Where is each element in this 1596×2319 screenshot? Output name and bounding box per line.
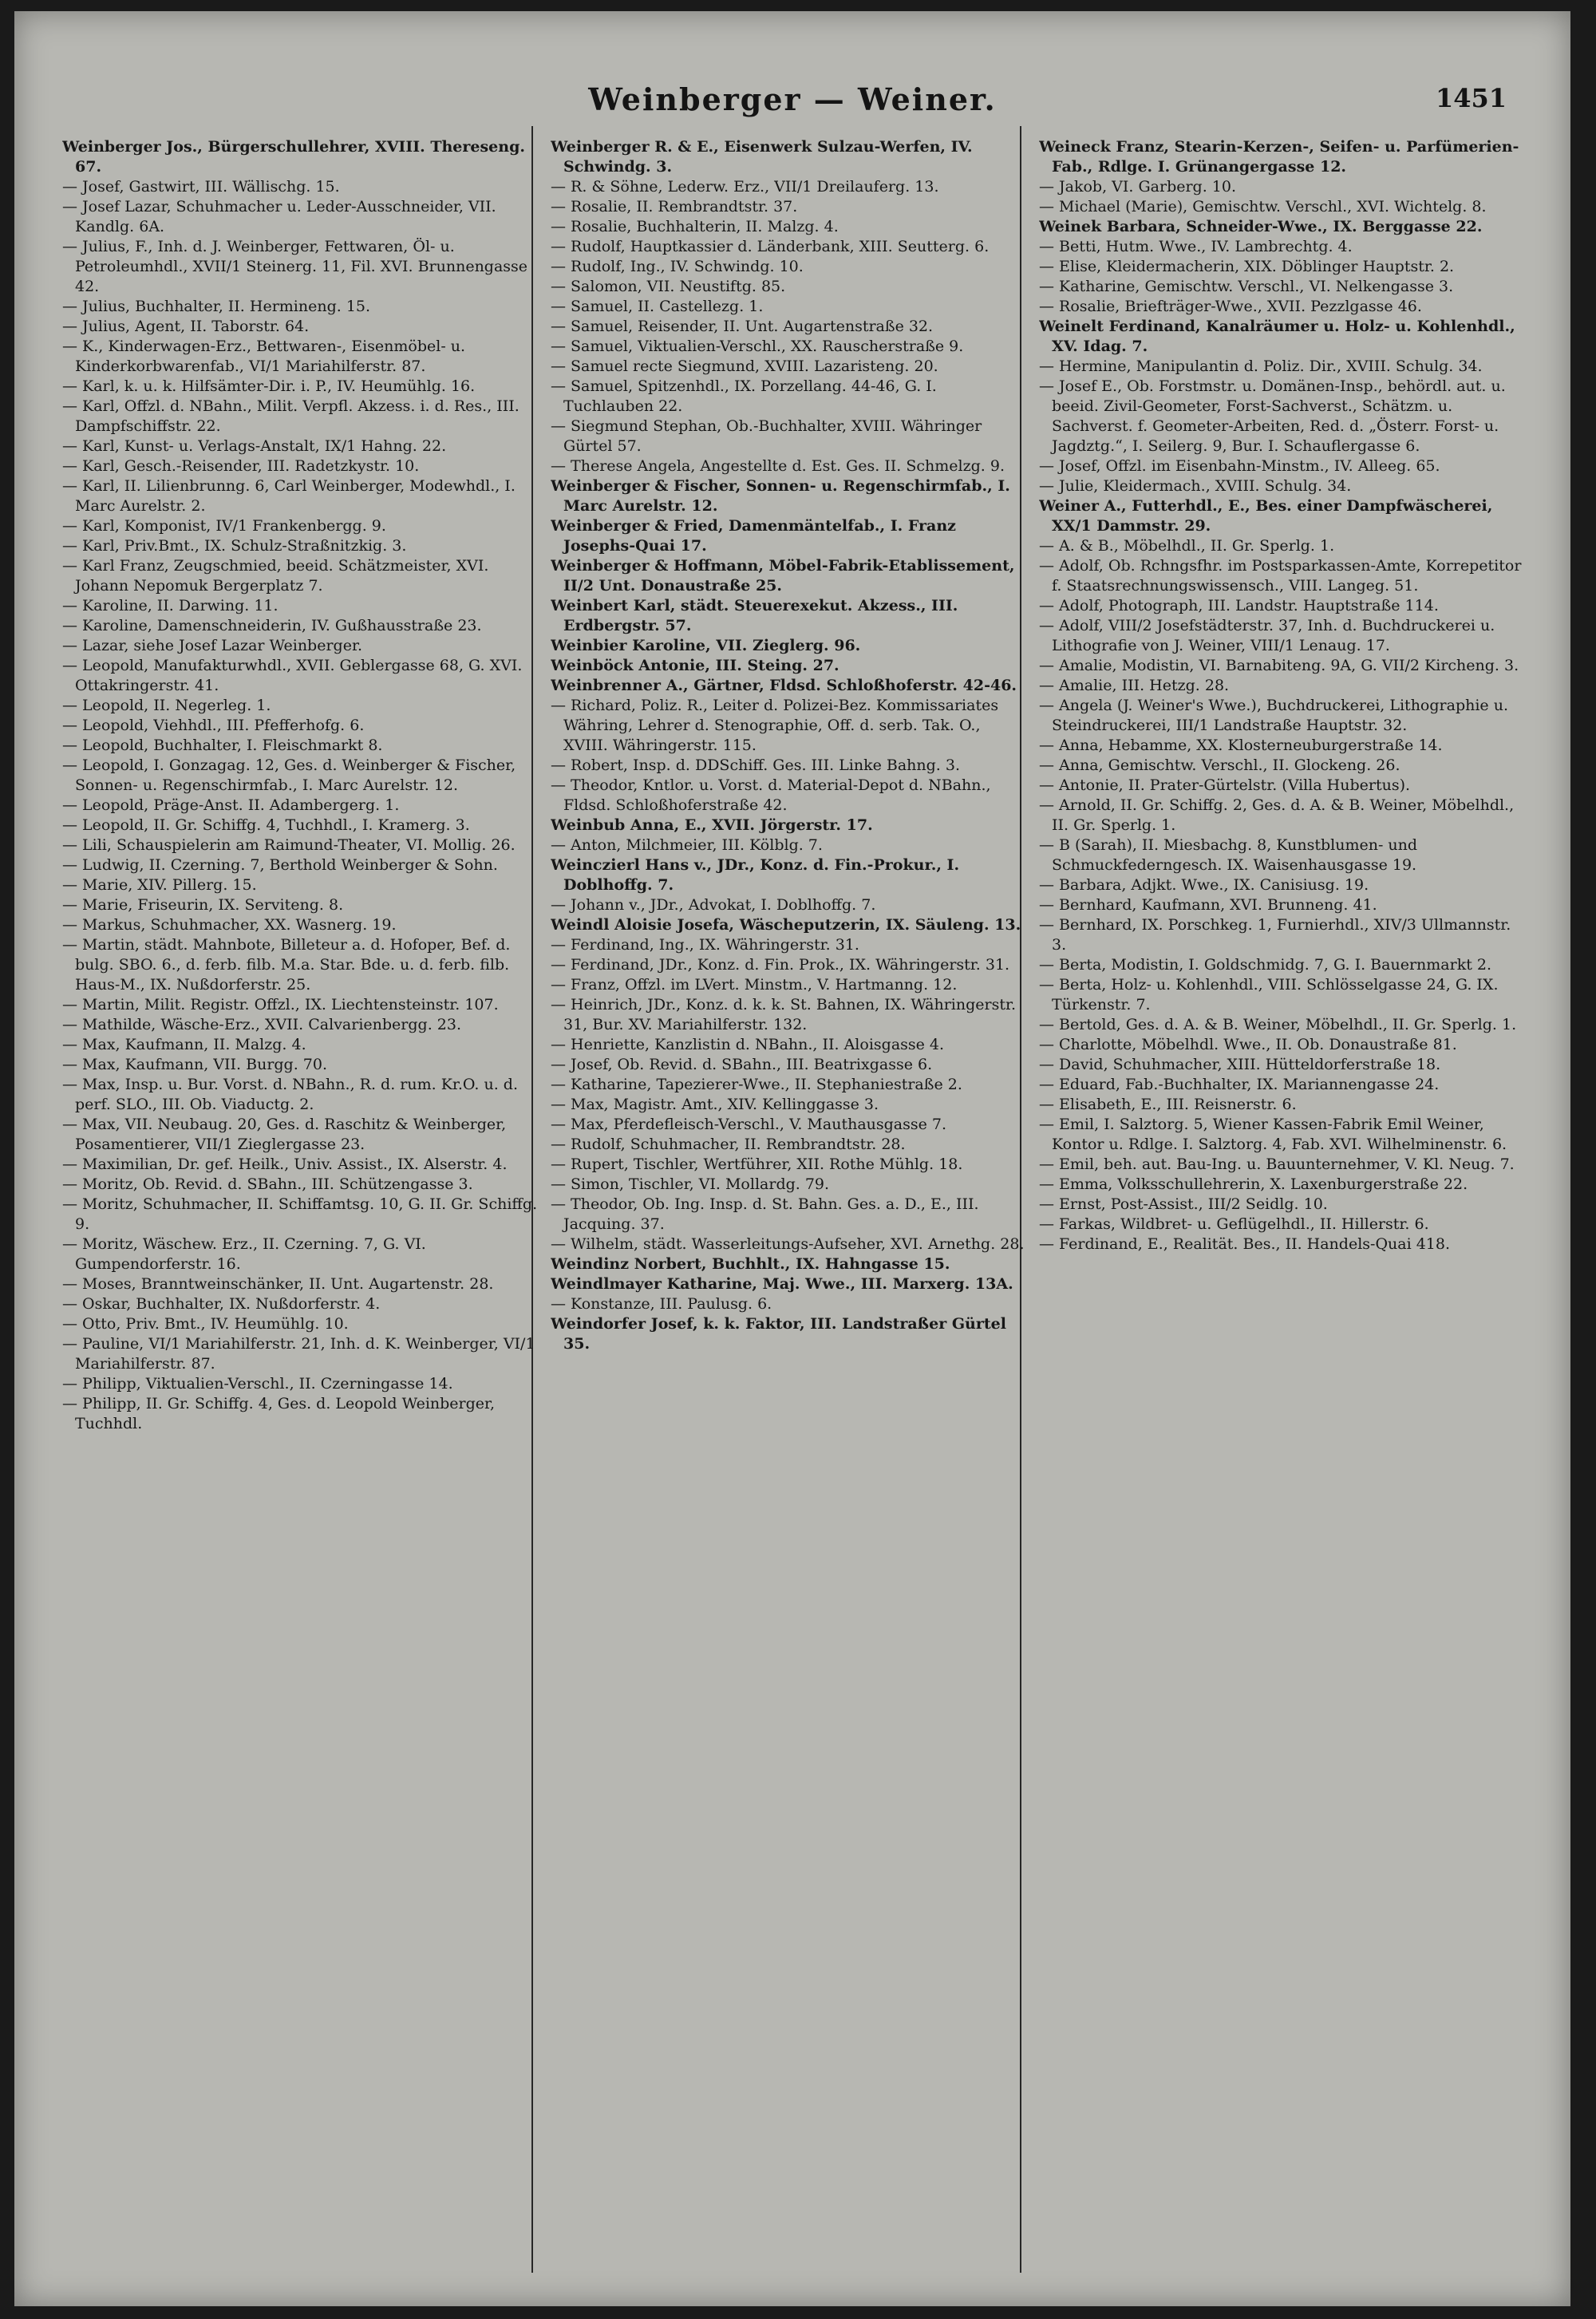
directory-entry: — Richard, Poliz. R., Leiter d. Polizei-Bez. Kommissariates Währing, Lehrer d. Stenographie, Off. d. serb. Tak. O., XVIII. Währingerstr. 115.: [551, 697, 999, 754]
directory-entry: — Rudolf, Hauptkassier d. Länderbank, XIII. Seutterg. 6.: [551, 238, 990, 255]
directory-entry: — A. & B., Möbelhdl., II. Gr. Sperlg. 1.: [1039, 537, 1335, 555]
directory-entry: — Franz, Offzl. im LVert. Minstm., V. Hartmanng. 12.: [551, 976, 958, 994]
directory-entry: — Ferdinand, JDr., Konz. d. Fin. Prok., IX. Währingerstr. 31.: [551, 956, 1010, 974]
directory-entry: — Jakob, VI. Garberg. 10.: [1039, 178, 1237, 196]
directory-entry: Weinberger & Hoffmann, Möbel-Fabrik-Etablissement, II/2 Unt. Donaustraße 25.: [551, 557, 1015, 595]
directory-entry: — Julie, Kleidermach., XVIII. Schulg. 34.: [1039, 477, 1352, 495]
directory-entry: — Bernhard, Kaufmann, XVI. Brunneng. 41.: [1039, 896, 1377, 914]
directory-entry: Weinek Barbara, Schneider-Wwe., IX. Berggasse 22.: [1039, 218, 1483, 235]
directory-entry: Weinbrenner A., Gärtner, Fldsd. Schloßhoferstr. 42-46.: [551, 677, 1017, 694]
directory-entry: — Samuel, Reisender, II. Unt. Augartenstraße 32.: [551, 318, 934, 335]
directory-entry: — Adolf, VIII/2 Josefstädterstr. 37, Inh. d. Buchdruckerei u. Lithografie von J. Weiner, VIII/1 Lenaug. 17.: [1039, 617, 1495, 654]
directory-entry: Weinelt Ferdinand, Kanalräumer u. Holz- u. Kohlenhdl., XV. Idag. 7.: [1039, 318, 1515, 355]
directory-entry: — Marie, Friseurin, IX. Serviteng. 8.: [62, 896, 344, 914]
directory-entry: Weineck Franz, Stearin-Kerzen-, Seifen- u. Parfümerien-Fab., Rdlge. I. Grünangergasse 12.: [1039, 138, 1519, 176]
directory-entry: — Oskar, Buchhalter, IX. Nußdorferstr. 4.: [62, 1295, 381, 1313]
directory-entry: — Leopold, Präge-Anst. II. Adambergerg. 1.: [62, 796, 400, 814]
directory-entry: — Elisabeth, E., III. Reisnerstr. 6.: [1039, 1096, 1297, 1113]
directory-entry: — Amalie, III. Hetzg. 28.: [1039, 677, 1230, 694]
directory-entry: Weinberger R. & E., Eisenwerk Sulzau-Werfen, IV. Schwindg. 3.: [551, 138, 973, 176]
directory-entry: — Farkas, Wildbret- u. Geflügelhdl., II. Hillerstr. 6.: [1039, 1215, 1429, 1233]
directory-entry: — Max, Magistr. Amt., XIV. Kellinggasse 3.: [551, 1096, 879, 1113]
directory-entry: — Max, Kaufmann, II. Malzg. 4.: [62, 1036, 306, 1053]
directory-entry: — Martin, Milit. Registr. Offzl., IX. Liechtensteinstr. 107.: [62, 996, 499, 1013]
directory-entry: — Lazar, siehe Josef Lazar Weinberger.: [62, 637, 362, 654]
directory-entry: — Angela (J. Weiner's Wwe.), Buchdruckerei, Lithographie u. Steindruckerei, III/1 Landstraße Hauptstr. 32.: [1039, 697, 1508, 734]
directory-entry: — Amalie, Modistin, VI. Barnabiteng. 9A, G. VII/2 Kircheng. 3.: [1039, 657, 1519, 674]
directory-entry: — Marie, XIV. Pillerg. 15.: [62, 876, 257, 894]
directory-entry: — Josef Lazar, Schuhmacher u. Leder-Ausschneider, VII. Kandlg. 6A.: [62, 198, 496, 235]
directory-entry: Weinberger Jos., Bürgerschullehrer, XVIII. Thereseng. 67.: [62, 138, 525, 176]
directory-entry: — Mathilde, Wäsche-Erz., XVII. Calvarienbergg. 23.: [62, 1016, 462, 1033]
directory-entry: — Katharine, Gemischtw. Verschl., VI. Nelkengasse 3.: [1039, 278, 1454, 295]
directory-entry: — Moses, Branntweinschänker, II. Unt. Augartenstr. 28.: [62, 1275, 494, 1293]
directory-entry: — Wilhelm, städt. Wasserleitungs-Aufseher, XVI. Arnethg. 28.: [551, 1235, 1025, 1253]
directory-entry: — Karl, II. Lilienbrunng. 6, Carl Weinberger, Modewhdl., I. Marc Aurelstr. 2.: [62, 477, 516, 515]
directory-entry: — Pauline, VI/1 Mariahilferstr. 21, Inh. d. K. Weinberger, VI/1 Mariahilferstr. 87.: [62, 1335, 535, 1373]
directory-entry: Weindorfer Josef, k. k. Faktor, III. Landstraßer Gürtel 35.: [551, 1315, 1006, 1353]
directory-entry: — Bertold, Ges. d. A. & B. Weiner, Möbelhdl., II. Gr. Sperlg. 1.: [1039, 1016, 1517, 1033]
directory-entry: — Karl, k. u. k. Hilfsämter-Dir. i. P., IV. Heumühlg. 16.: [62, 377, 476, 395]
directory-entry: — Moritz, Schuhmacher, II. Schiffamtsg. 10, G. II. Gr. Schiffg. 9.: [62, 1195, 538, 1233]
directory-entry: — Julius, F., Inh. d. J. Weinberger, Fettwaren, Öl- u. Petroleumhdl., XVII/1 Steinerg. 11, Fil. XVI. Brunnengasse 42.: [62, 238, 528, 295]
directory-entry: — Adolf, Ob. Rchngsfhr. im Postsparkassen-Amte, Korrepetitor f. Staatsrechnungswissensch., VIII. Langeg. 51.: [1039, 557, 1522, 595]
directory-entry: — Ferdinand, Ing., IX. Währingerstr. 31.: [551, 936, 859, 954]
directory-entry: — Charlotte, Möbelhdl. Wwe., II. Ob. Donaustraße 81.: [1039, 1036, 1457, 1053]
directory-entry: — Leopold, Buchhalter, I. Fleischmarkt 8.: [62, 737, 383, 754]
directory-entry: — Samuel recte Siegmund, XVIII. Lazaristeng. 20.: [551, 358, 938, 375]
directory-entry: Weinberger & Fried, Damenmäntelfab., I. Franz Josephs-Quai 17.: [551, 517, 956, 555]
directory-entry: — Josef, Offzl. im Eisenbahn-Minstm., IV. Alleeg. 65.: [1039, 457, 1440, 475]
directory-entry: — Katharine, Tapezierer-Wwe., II. Stephaniestraße 2.: [551, 1076, 962, 1093]
directory-entry: — Emil, I. Salztorg. 5, Wiener Kassen-Fabrik Emil Weiner, Kontor u. Rdlge. I. Salztorg. 4, Fab. XVI. Wilhelminenstr. 6.: [1039, 1116, 1507, 1153]
directory-entry: — Samuel, II. Castellezg. 1.: [551, 298, 764, 315]
directory-entry: — Karl Franz, Zeugschmied, beeid. Schätzmeister, XVI. Johann Nepomuk Bergerplatz 7.: [62, 557, 489, 595]
directory-entry: — Rosalie, II. Rembrandtstr. 37.: [551, 198, 798, 215]
directory-entry: Weinbier Karoline, VII. Zieglerg. 96.: [551, 637, 861, 654]
page-number: 1451: [1435, 83, 1507, 113]
directory-entry: — B (Sarah), II. Miesbachg. 8, Kunstblumen- und Schmuckfederngesch. IX. Waisenhausgasse 19.: [1039, 836, 1418, 874]
directory-entry: — Max, VII. Neubaug. 20, Ges. d. Raschitz & Weinberger, Posamentierer, VII/1 Zieglergasse 23.: [62, 1116, 507, 1153]
directory-entry: — Emma, Volksschullehrerin, X. Laxenburgerstraße 22.: [1039, 1175, 1468, 1193]
directory-entry: — Theodor, Ob. Ing. Insp. d. St. Bahn. Ges. a. D., E., III. Jacquing. 37.: [551, 1195, 979, 1233]
directory-entry: — Michael (Marie), Gemischtw. Verschl., XVI. Wichtelg. 8.: [1039, 198, 1487, 215]
directory-entry: — Betti, Hutm. Wwe., IV. Lambrechtg. 4.: [1039, 238, 1353, 255]
directory-entry: — Rupert, Tischler, Wertführer, XII. Rothe Mühlg. 18.: [551, 1156, 963, 1173]
directory-entry: — Max, Kaufmann, VII. Burgg. 70.: [62, 1056, 328, 1073]
directory-entry: Weindinz Norbert, Buchhlt., IX. Hahngasse 15.: [551, 1255, 950, 1273]
directory-entry: Weinbub Anna, E., XVII. Jörgerstr. 17.: [551, 816, 873, 834]
directory-entry: — Julius, Buchhalter, II. Hermineng. 15.: [62, 298, 371, 315]
directory-entry: — Karl, Kunst- u. Verlags-Anstalt, IX/1 Hahng. 22.: [62, 437, 447, 455]
directory-entry: — Theodor, Kntlor. u. Vorst. d. Material-Depot d. NBahn., Fldsd. Schloßhoferstraße 42.: [551, 776, 991, 814]
directory-entry: — Rosalie, Briefträger-Wwe., XVII. Pezzlgasse 46.: [1039, 298, 1422, 315]
directory-entry: Weindl Aloisie Josefa, Wäscheputzerin, IX. Säuleng. 13.: [551, 916, 1021, 934]
directory-column-1: [62, 137, 541, 2284]
directory-entry: — Barbara, Adjkt. Wwe., IX. Canisiusg. 19.: [1039, 876, 1369, 894]
directory-entry: — Samuel, Viktualien-Verschl., XX. Rauscherstraße 9.: [551, 338, 964, 355]
directory-entry: — Julius, Agent, II. Taborstr. 64.: [62, 318, 310, 335]
directory-entry: — Robert, Insp. d. DDSchiff. Ges. III. Linke Bahng. 3.: [551, 757, 961, 774]
directory-column-3: [1039, 137, 1523, 2284]
directory-entry: — Karl, Komponist, IV/1 Frankenbergg. 9.: [62, 517, 386, 535]
directory-entry: — Moritz, Ob. Revid. d. SBahn., III. Schützengasse 3.: [62, 1175, 473, 1193]
directory-entry: Weindlmayer Katharine, Maj. Wwe., III. Marxerg. 13A.: [551, 1275, 1013, 1293]
directory-entry: — Philipp, Viktualien-Verschl., II. Czerningasse 14.: [62, 1375, 453, 1393]
directory-entry: — Karoline, II. Darwing. 11.: [62, 597, 279, 614]
directory-entry: — Otto, Priv. Bmt., IV. Heumühlg. 10.: [62, 1315, 349, 1333]
directory-entry: — Josef, Ob. Revid. d. SBahn., III. Beatrixgasse 6.: [551, 1056, 933, 1073]
directory-entry: — Anna, Hebamme, XX. Klosterneuburgerstraße 14.: [1039, 737, 1443, 754]
directory-entry: — Bernhard, IX. Porschkeg. 1, Furnierhdl., XIV/3 Ullmannstr. 3.: [1039, 916, 1511, 954]
directory-column-2: [551, 137, 1029, 2284]
directory-entry: Weinböck Antonie, III. Steing. 27.: [551, 657, 839, 674]
directory-entry: — Leopold, I. Gonzagag. 12, Ges. d. Weinberger & Fischer, Sonnen- u. Regenschirmfab., I. Marc Aurelstr. 12.: [62, 757, 516, 794]
directory-entry: — Anton, Milchmeier, III. Kölblg. 7.: [551, 836, 823, 854]
directory-entry: Weiner A., Futterhdl., E., Bes. einer Dampfwäscherei, XX/1 Dammstr. 29.: [1039, 497, 1493, 535]
directory-entry: — Philipp, II. Gr. Schiffg. 4, Ges. d. Leopold Weinberger, Tuchhdl.: [62, 1395, 496, 1432]
directory-entry: — Karl, Gesch.-Reisender, III. Radetzkystr. 10.: [62, 457, 420, 475]
directory-entry: — Antonie, II. Prater-Gürtelstr. (Villa Hubertus).: [1039, 776, 1411, 794]
directory-entry: — Simon, Tischler, VI. Mollardg. 79.: [551, 1175, 830, 1193]
directory-entry: — Emil, beh. aut. Bau-Ing. u. Bauunternehmer, V. Kl. Neug. 7.: [1039, 1156, 1515, 1173]
directory-entry: — Maximilian, Dr. gef. Heilk., Univ. Assist., IX. Alserstr. 4.: [62, 1156, 508, 1173]
directory-entry: — Anna, Gemischtw. Verschl., II. Glockeng. 26.: [1039, 757, 1400, 774]
directory-entry: — Ferdinand, E., Realität. Bes., II. Handels-Quai 418.: [1039, 1235, 1451, 1253]
directory-entry: — Martin, städt. Mahnbote, Billeteur a. d. Hofoper, Bef. d. bulg. SBO. 6., d. ferb. filb. M.a. Star. Bde. u. d. ferb. filb. Haus-M., IX. Nußdorferstr. 25.: [62, 936, 511, 994]
directory-entry: — Heinrich, JDr., Konz. d. k. k. St. Bahnen, IX. Währingerstr. 31, Bur. XV. Mariahilferstr. 132.: [551, 996, 1017, 1033]
directory-entry: Weinbert Karl, städt. Steuerexekut. Akzess., III. Erdbergstr. 57.: [551, 597, 958, 634]
directory-entry: — Konstanze, III. Paulusg. 6.: [551, 1295, 772, 1313]
page-title: Weinberger — Weiner.: [588, 81, 997, 117]
directory-entry: Weinczierl Hans v., JDr., Konz. d. Fin.-Prokur., I. Doblhoffg. 7.: [551, 856, 960, 894]
directory-entry: — Max, Pferdefleisch-Verschl., V. Mauthausgasse 7.: [551, 1116, 947, 1133]
directory-entry: — Karl, Priv.Bmt., IX. Schulz-Straßnitzkig. 3.: [62, 537, 407, 555]
directory-entry: — Berta, Modistin, I. Goldschmidg. 7, G. I. Bauernmarkt 2.: [1039, 956, 1492, 974]
directory-entry: — Arnold, II. Gr. Schiffg. 2, Ges. d. A. & B. Weiner, Möbelhdl., II. Gr. Sperlg. 1.: [1039, 796, 1515, 834]
directory-entry: — Berta, Holz- u. Kohlenhdl., VIII. Schlösselgasse 24, G. IX. Türkenstr. 7.: [1039, 976, 1499, 1013]
directory-entry: — Johann v., JDr., Advokat, I. Doblhoffg. 7.: [551, 896, 876, 914]
directory-entry: — Leopold, Viehhdl., III. Pfefferhofg. 6.: [62, 717, 365, 734]
directory-entry: — Henriette, Kanzlistin d. NBahn., II. Aloisgasse 4.: [551, 1036, 945, 1053]
directory-entry: — Hermine, Manipulantin d. Poliz. Dir., XVIII. Schulg. 34.: [1039, 358, 1483, 375]
directory-entry: — Adolf, Photograph, III. Landstr. Hauptstraße 114.: [1039, 597, 1439, 614]
directory-entry: — Lili, Schauspielerin am Raimund-Theater, VI. Mollig. 26.: [62, 836, 516, 854]
directory-entry: — Siegmund Stephan, Ob.-Buchhalter, XVIII. Währinger Gürtel 57.: [551, 417, 982, 455]
directory-entry: — Max, Insp. u. Bur. Vorst. d. NBahn., R. d. rum. Kr.O. u. d. perf. SLO., III. Ob. Viaductg. 2.: [62, 1076, 518, 1113]
directory-entry: — Karoline, Damenschneiderin, IV. Gußhausstraße 23.: [62, 617, 482, 634]
directory-entry: — Salomon, VII. Neustiftg. 85.: [551, 278, 786, 295]
directory-entry: — Rosalie, Buchhalterin, II. Malzg. 4.: [551, 218, 839, 235]
directory-entry: — Rudolf, Ing., IV. Schwindg. 10.: [551, 258, 804, 275]
directory-columns: [62, 137, 1523, 2284]
directory-entry: — Karl, Offzl. d. NBahn., Milit. Verpfl. Akzess. i. d. Res., III. Dampfschiffstr. 22.: [62, 397, 519, 435]
directory-entry: — K., Kinderwagen-Erz., Bettwaren-, Eisenmöbel- u. Kinderkorbwarenfab., VI/1 Mariahilferstr. 87.: [62, 338, 466, 375]
directory-entry: — Ludwig, II. Czerning. 7, Berthold Weinberger & Sohn.: [62, 856, 498, 874]
directory-entry: — Moritz, Wäschew. Erz., II. Czerning. 7, G. VI. Gumpendorferstr. 16.: [62, 1235, 426, 1273]
directory-entry: — Leopold, II. Negerleg. 1.: [62, 697, 271, 714]
directory-entry: — Josef, Gastwirt, III. Wällischg. 15.: [62, 178, 340, 196]
directory-entry: — Leopold, Manufakturwhdl., XVII. Geblergasse 68, G. XVI. Ottakringerstr. 41.: [62, 657, 523, 694]
directory-entry: Weinberger & Fischer, Sonnen- u. Regenschirmfab., I. Marc Aurelstr. 12.: [551, 477, 1010, 515]
page-header: [62, 81, 1523, 129]
directory-entry: — Elise, Kleidermacherin, XIX. Döblinger Hauptstr. 2.: [1039, 258, 1455, 275]
directory-entry: — Ernst, Post-Assist., III/2 Seidlg. 10.: [1039, 1195, 1328, 1213]
directory-entry: — Therese Angela, Angestellte d. Est. Ges. II. Schmelzg. 9.: [551, 457, 1005, 475]
directory-entry: — R. & Söhne, Lederw. Erz., VII/1 Dreilauferg. 13.: [551, 178, 939, 196]
directory-entry: — Markus, Schuhmacher, XX. Wasnerg. 19.: [62, 916, 397, 934]
directory-entry: — Rudolf, Schuhmacher, II. Rembrandtstr. 28.: [551, 1136, 906, 1153]
directory-entry: — Eduard, Fab.-Buchhalter, IX. Mariannengasse 24.: [1039, 1076, 1440, 1093]
directory-entry: — Josef E., Ob. Forstmstr. u. Domänen-Insp., behördl. aut. u. beeid. Zivil-Geometer, Forst-Sachverst., Schätzm. u. Sachverst. f. Geometer-Arbeiten, Red. d. „Österr. Forst- u. Jagdztg.“, I. Seilerg. 9, Bur. I. Schauflergasse 6.: [1039, 377, 1506, 455]
directory-entry: — David, Schuhmacher, XIII. Hütteldorferstraße 18.: [1039, 1056, 1441, 1073]
directory-entry: — Samuel, Spitzenhdl., IX. Porzellang. 44-46, G. I. Tuchlauben 22.: [551, 377, 937, 415]
directory-entry: — Leopold, II. Gr. Schiffg. 4, Tuchhdl., I. Kramerg. 3.: [62, 816, 470, 834]
